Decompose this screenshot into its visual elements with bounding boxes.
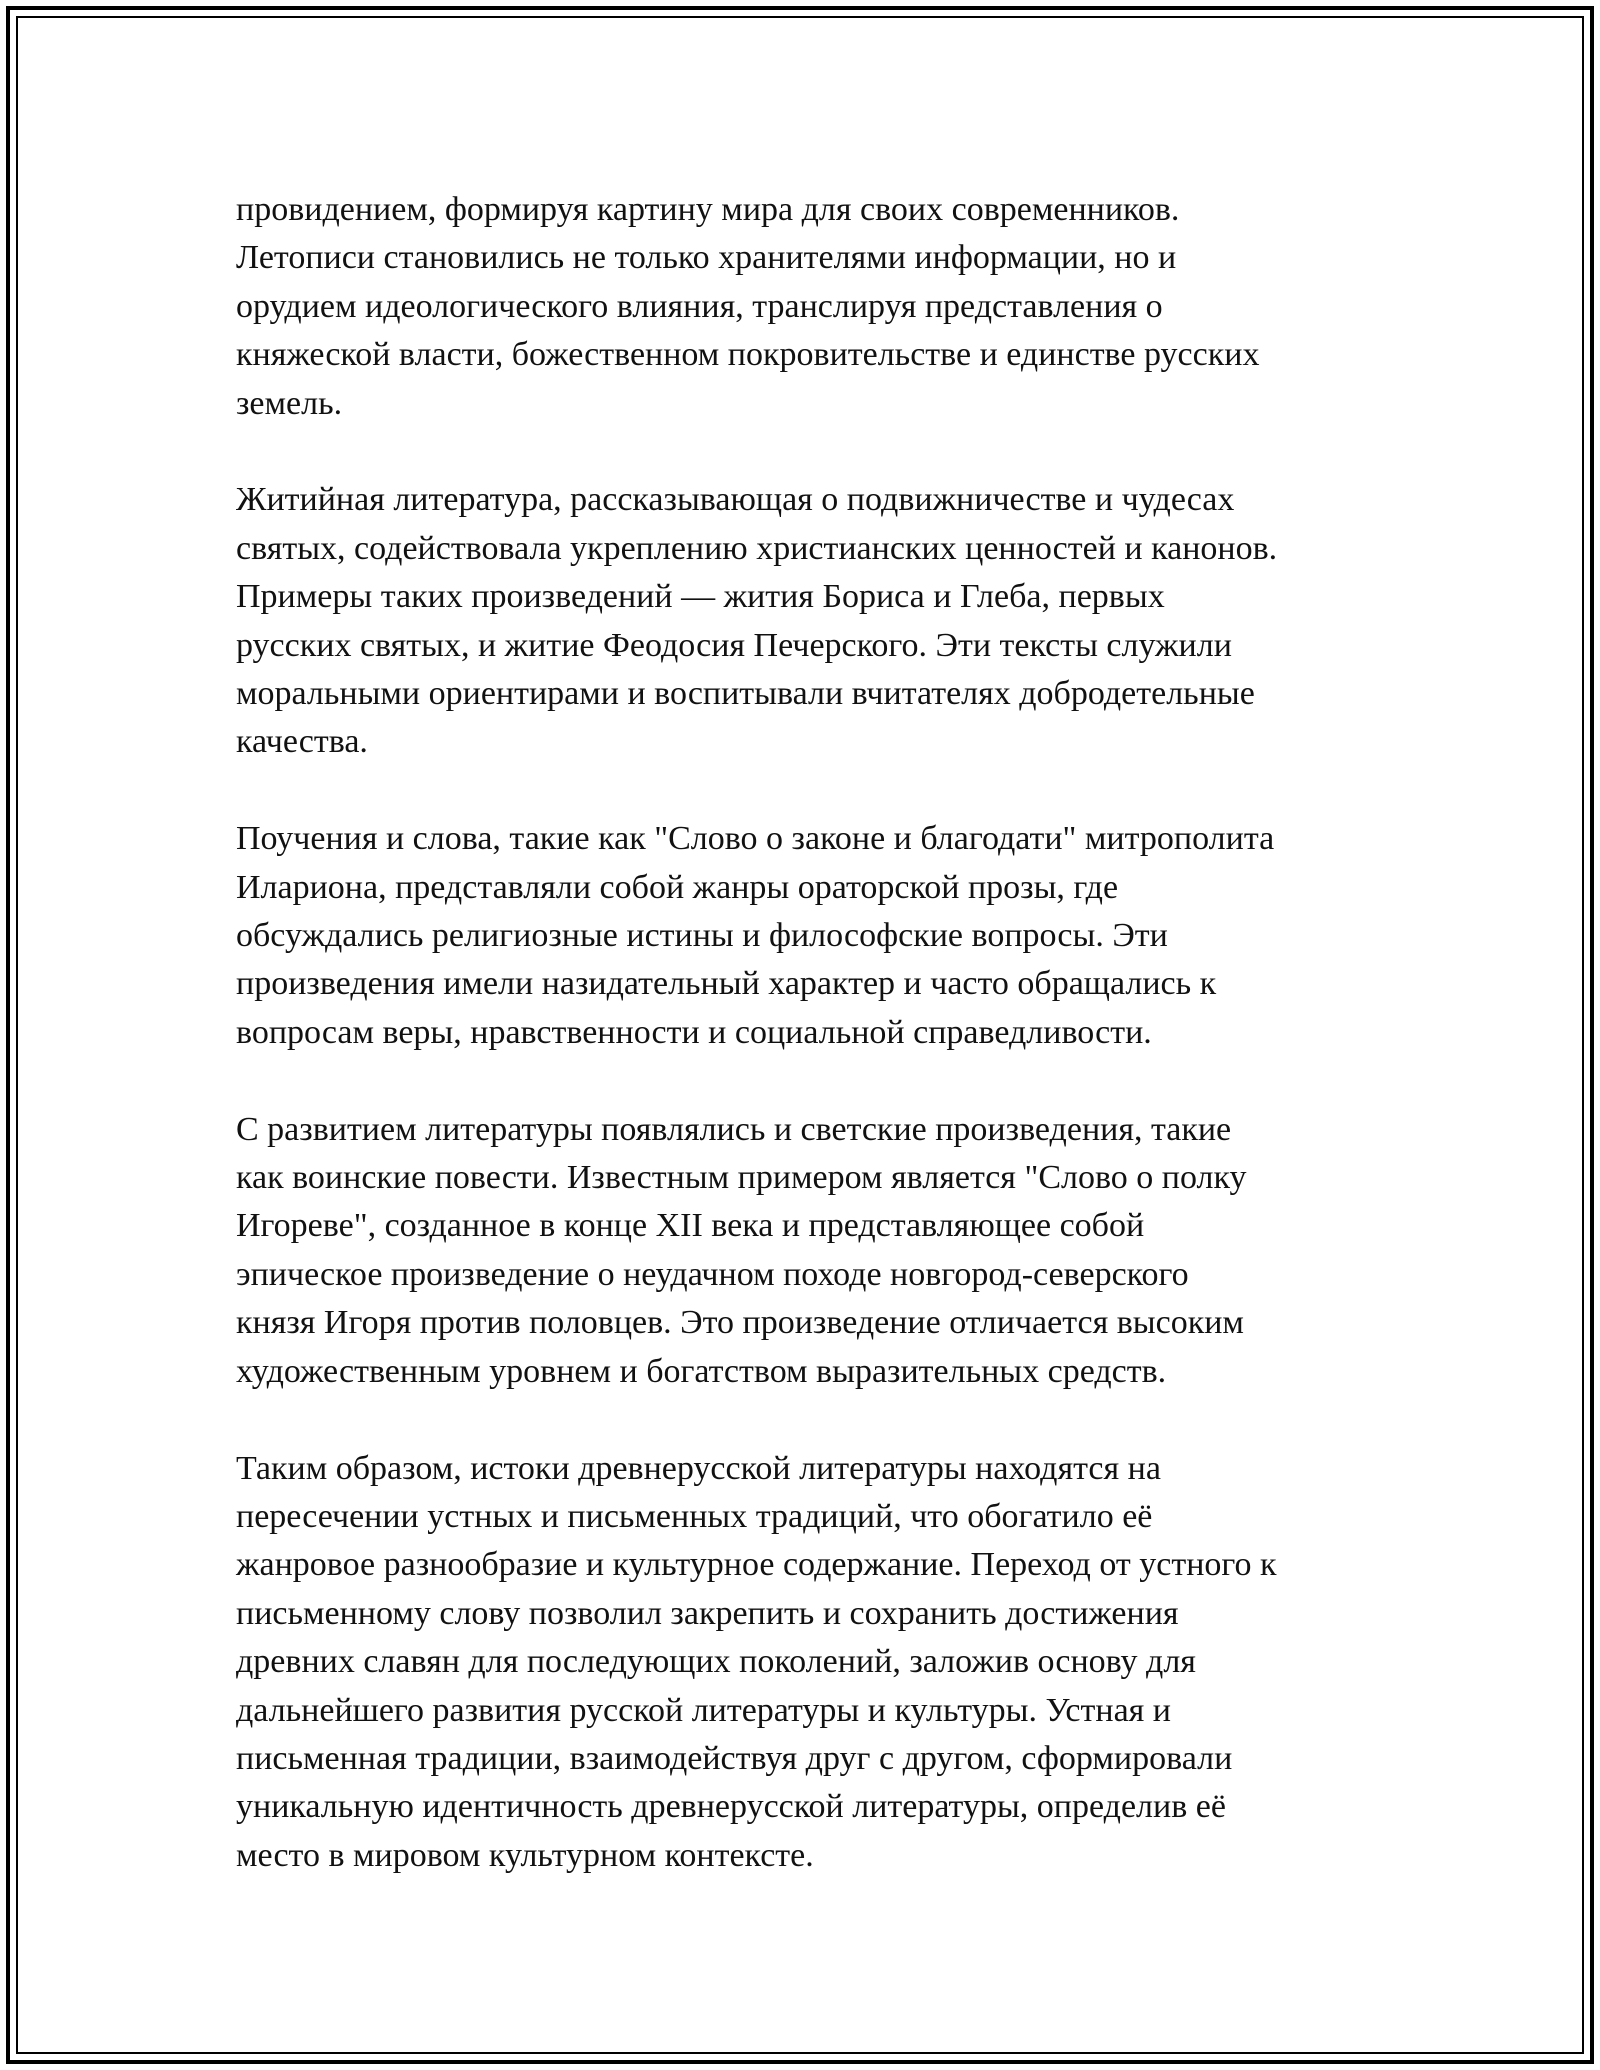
paragraph-1 xyxy=(236,186,1416,428)
text-line: С развитием литературы появлялись и светские произведения, такие xyxy=(236,1110,1232,1148)
text-line: вопросам веры, нравственности и социальной справедливости. xyxy=(236,1013,1152,1051)
text-line: эпическое произведение о неудачном походе новгород-северского xyxy=(236,1255,1189,1293)
text-line: произведения имели назидательный характер и часто обращались к xyxy=(236,965,1217,1003)
text-line: как воинские повести. Известным примером является "Слово о полку xyxy=(236,1159,1247,1197)
text-line: Летописи становились не только хранителями информации, но и xyxy=(236,239,1177,277)
text-line: жанровое разнообразие и культурное содержание. Переход от устного к xyxy=(236,1546,1277,1584)
text-line: Таким образом, истоки древнерусской литературы находятся на xyxy=(236,1449,1161,1487)
text-line: пересечении устных и письменных традиций, что обогатило её xyxy=(236,1497,1153,1535)
text-line: орудием идеологического влияния, транслируя представления о xyxy=(236,287,1163,325)
paragraph-3 xyxy=(236,815,1416,1057)
text-line: земель. xyxy=(236,384,343,422)
text-line: качества. xyxy=(236,723,368,761)
text-line: обсуждались религиозные истины и философские вопросы. Эти xyxy=(236,917,1168,955)
text-line: древних славян для последующих поколений, заложив основу для xyxy=(236,1643,1196,1681)
text-line: Игореве", созданное в конце XII века и представляющее собой xyxy=(236,1207,1145,1245)
text-line: место в мировом культурном контексте. xyxy=(236,1836,814,1874)
text-line: русских святых, и житие Феодосия Печерского. Эти тексты служили xyxy=(236,626,1232,664)
paragraph-4 xyxy=(236,1106,1416,1396)
text-line: моральными ориентирами и воспитывали вчитателях добродетельные xyxy=(236,675,1255,713)
text-line: Житийная литература, рассказывающая о подвижничестве и чудесах xyxy=(236,481,1235,519)
text-line: Илариона, представляли собой жанры ораторской прозы, где xyxy=(236,868,1119,906)
text-line: художественным уровнем и богатством выразительных средств. xyxy=(236,1352,1167,1390)
text-line: письменному слову позволил закрепить и сохранить достижения xyxy=(236,1594,1179,1632)
text-line: Поучения и слова, такие как "Слово о законе и благодати" митрополита xyxy=(236,820,1275,858)
paragraph-5 xyxy=(236,1445,1416,1881)
text-line: уникальную идентичность древнерусской литературы, определив её xyxy=(236,1788,1226,1826)
text-line: письменная традиции, взаимодействуя друг с другом, сформировали xyxy=(236,1739,1233,1777)
text-line: провидением, формируя картину мира для своих современников. xyxy=(236,191,1180,228)
text-line: дальнейшего развития русской литературы и культуры. Устная и xyxy=(236,1691,1171,1729)
text-line: Примеры таких произведений — жития Бориса и Глеба, первых xyxy=(236,578,1165,616)
document-body xyxy=(236,186,1416,1929)
paragraph-2 xyxy=(236,476,1416,766)
text-line: князя Игоря против половцев. Это произведение отличается высоким xyxy=(236,1304,1244,1342)
text-line: княжеской власти, божественном покровительстве и единстве русских xyxy=(236,336,1260,374)
text-line: святых, содействовала укреплению христианских ценностей и канонов. xyxy=(236,529,1278,567)
